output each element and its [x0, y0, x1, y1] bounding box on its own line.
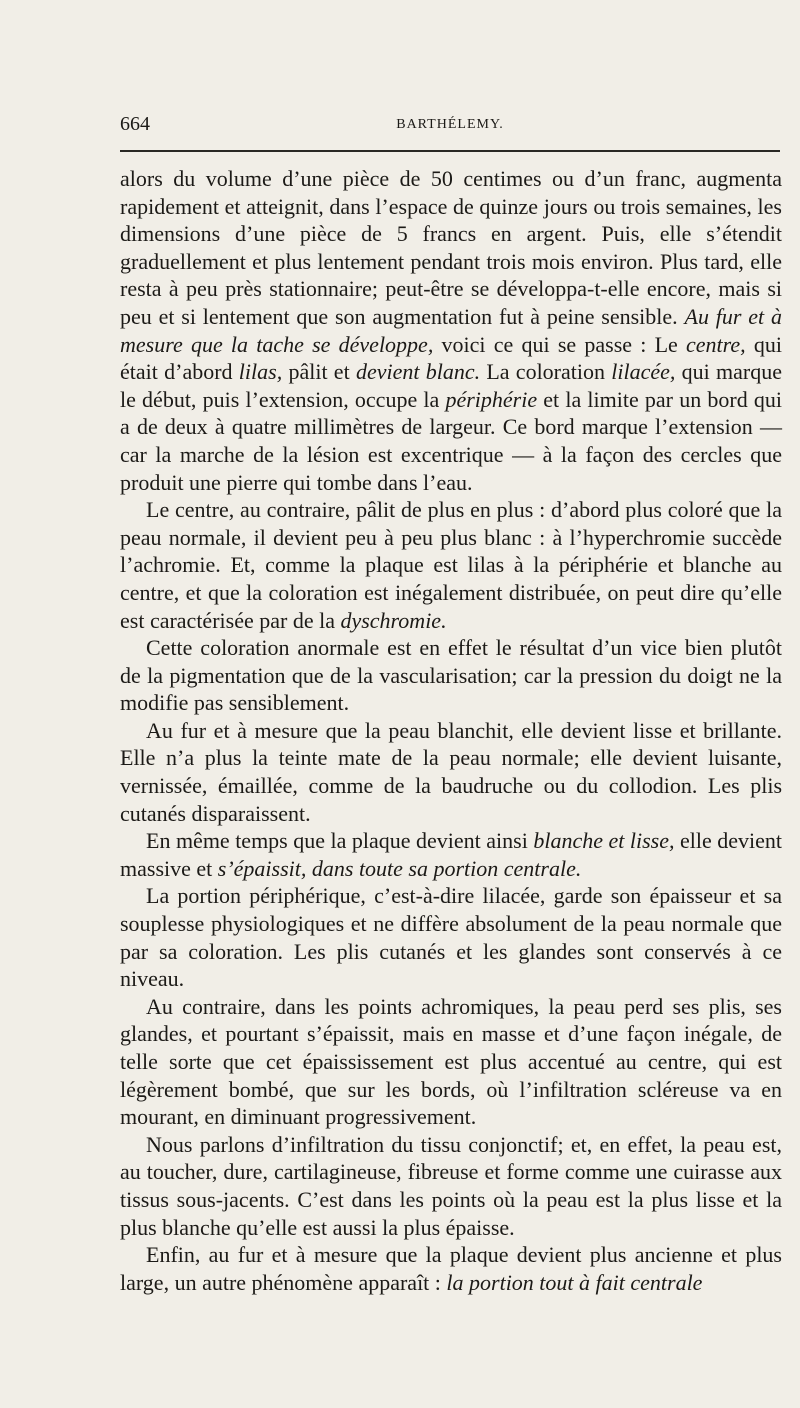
emphasis: blanche et lisse,: [533, 828, 675, 854]
emphasis: périphérie: [445, 386, 538, 412]
page-number: 664: [120, 113, 150, 135]
paragraph: Au contraire, dans les points achromiques, la peau perd ses plis, ses glandes, et pourtant s’épaissit, mais en masse et d’une façon inégale, de telle sorte que cet épaississement est plus accentué au centre, qui est légèrement bombé, que sur les bords, où l’infiltration scléreuse va en mourant, en diminuant progressivement.: [120, 993, 782, 1130]
page-header: [120, 113, 780, 143]
emphasis: lilas,: [238, 359, 283, 385]
emphasis: s’épaissit, dans toute sa portion centrale.: [217, 855, 582, 881]
header-rule: [120, 150, 780, 152]
paragraph: Cette coloration anormale est en effet le résultat d’un vice bien plutôt de la pigmentation que de la vascularisation; car la pression du doigt ne la modifie pas sensiblement.: [120, 635, 782, 716]
paragraph: Le centre, au contraire, pâlit de plus en plus : d’abord plus coloré que la peau normale, il devient peu à peu plus blanc : à l’hyperchromie succède l’achromie. Et, comme la plaque est lilas à la périphérie et blanche au centre, et que la coloration est inégalement distribuée, on peut dire qu’elle est caractérisée par de la dyschromie.: [120, 497, 782, 633]
emphasis: dyschromie.: [340, 607, 447, 633]
paragraph: alors du volume d’une pièce de 50 centimes ou d’un franc, augmenta rapidement et atteignit, dans l’espace de quinze jours ou trois semaines, les dimensions d’une pièce de 5 francs en argent. Puis, elle s’étendit graduellement et plus lentement pendant trois mois environ. Plus tard, elle resta à peu près stationnaire; peut-être se développa-t-elle encore, mais si peu et si lentement que son augmentation fut à peine sensible. Au fur et à mesure que la tache se développe, voici ce qui se passe : Le centre, qui était d’abord lilas, pâlit et devient blanc. La coloration lilacée, qui marque le début, puis l’extension, occupe la périphérie et la limite par un bord qui a de deux à quatre millimètres de largeur. Ce bord marque l’extension — car la marche de la lésion est excentrique — à la façon des cercles que produit une pierre qui tombe dans l’eau.: [120, 166, 782, 495]
paragraph: En même temps que la plaque devient ainsi blanche et lisse, elle devient massive et s’épaissit, dans toute sa portion centrale.: [120, 828, 782, 881]
emphasis: devient blanc.: [355, 359, 481, 385]
paragraph: Nous parlons d’infiltration du tissu conjonctif; et, en effet, la peau est, au toucher, dure, cartilagineuse, fibreuse et forme comme une cuirasse aux tissus sous-jacents. C’est dans les points où la peau est la plus lisse et la plus blanche qu’elle est aussi la plus épaisse.: [120, 1131, 782, 1240]
paragraph: La portion périphérique, c’est-à-dire lilacée, garde son épaisseur et sa souplesse physiologiques et ne diffère absolument de la peau normale que par sa coloration. Les plis cutanés et les glandes sont conservés à ce niveau.: [120, 883, 782, 992]
emphasis: la portion tout à fait centrale: [446, 1269, 703, 1295]
body-text: [120, 165, 782, 1296]
emphasis: lilacée,: [611, 359, 676, 385]
running-head: BARTHÉLEMY.: [396, 117, 504, 132]
emphasis: Au fur et à mesure que la tache se développe,: [120, 303, 782, 357]
paragraph: Enfin, au fur et à mesure que la plaque devient plus ancienne et plus large, un autre phénomène apparaît : la portion tout à fait centrale: [120, 1242, 782, 1295]
emphasis: centre,: [686, 331, 746, 357]
paragraph: Au fur et à mesure que la peau blanchit, elle devient lisse et brillante. Elle n’a plus la teinte mate de la peau normale; elle devient luisante, vernissée, émaillée, comme de la baudruche ou du collodion. Les plis cutanés disparaissent.: [120, 717, 782, 826]
